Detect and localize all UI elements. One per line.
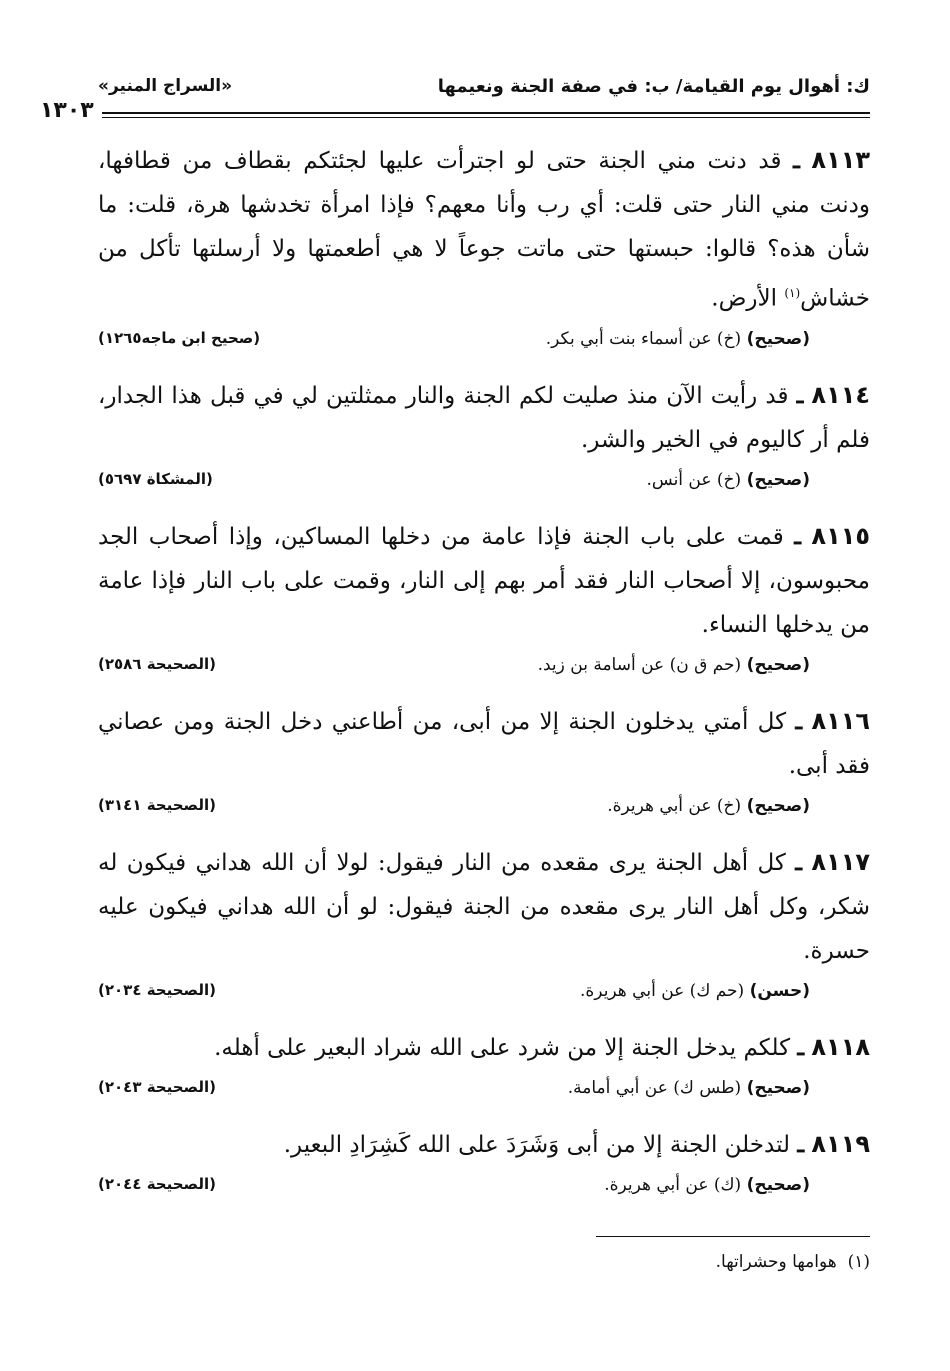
hadith-entry	[98, 1025, 870, 1112]
reference: (الصحيحة ٣١٤١)	[98, 795, 216, 814]
hadith-entry	[98, 699, 870, 830]
footnote	[716, 1252, 870, 1272]
hadith-body: لتدخلن الجنة إلا من أبى وَشَرَدَ على الله كَشِرَادِ البعير.	[283, 1131, 791, 1158]
source-line	[98, 981, 870, 1015]
header-rule	[102, 112, 870, 118]
page-header	[40, 72, 870, 124]
footnote-text: هوامها وحشراتها.	[715, 1252, 837, 1272]
grade: (صحيح)	[746, 1077, 810, 1098]
hadith-body: قد رأيت الآن منذ صليت لكم الجنة والنار ممثلتين لي في قبل هذا الجدار، فلم أر كاليوم في الخير والشر.	[98, 382, 870, 453]
hadith-number: ٨١١٣	[811, 146, 871, 174]
source-line	[98, 796, 870, 830]
narrator-source: (خ) عن أنس.	[646, 469, 742, 490]
narrator-source: (خ) عن أبي هريرة.	[607, 795, 742, 816]
narrator-source: (حم ك) عن أبي هريرة.	[580, 980, 745, 1001]
hadith-number: ٨١١٥	[811, 521, 871, 550]
narrator-source: (طس ك) عن أبي أمامة.	[567, 1077, 742, 1098]
reference: (المشكاة ٥٦٩٧)	[98, 469, 213, 488]
source-line	[98, 470, 870, 504]
footnote-marker: (١)	[784, 286, 801, 300]
reference: (الصحيحة ٢٠٤٤)	[98, 1174, 216, 1193]
hadith-list	[98, 138, 870, 1219]
narrator-source: (ك) عن أبي هريرة.	[604, 1174, 742, 1195]
grade: (صحيح)	[746, 328, 810, 349]
hadith-body-end: الأرض.	[711, 285, 785, 312]
hadith-entry	[98, 514, 870, 689]
hadith-body: كلكم يدخل الجنة إلا من شرد على الله شراد البعير على أهله.	[214, 1034, 791, 1061]
reference: (الصحيحة ٢٠٤٣)	[98, 1077, 216, 1096]
hadith-body: كل أهل الجنة يرى مقعده من النار فيقول: لولا أن الله هداني فيكون له شكر، وكل أهل النار يرى مقعده من الجنة فيقول: لو أن الله هداني فيكون عليه حسرة.	[98, 849, 870, 964]
hadith-text: ٨١١٤ ـ قد رأيت الآن منذ صليت لكم الجنة والنار ممثلتين لي في قبل هذا الجدار، فلم أر كاليوم في الخير والشر.	[98, 380, 871, 453]
grade: (صحيح)	[746, 795, 810, 816]
hadith-number: ٨١١٩	[811, 1129, 870, 1158]
source-line	[98, 1175, 870, 1209]
grade: (صحيح)	[746, 469, 810, 490]
hadith-body: كل أمتي يدخلون الجنة إلا من أبى، من أطاعني دخل الجنة ومن عصاني فقد أبى.	[98, 708, 870, 779]
hadith-text: ٨١١٥ ـ قمت على باب الجنة فإذا عامة من دخلها المساكين، وإذا أصحاب الجد محبوسون، إلا أصحاب النار فقد أمر بهم إلى النار، وقمت على باب النار فإذا عامة من يدخلها النساء.	[98, 521, 871, 638]
hadith-entry	[98, 373, 870, 504]
hadith-text: ٨١١٦ ـ كل أمتي يدخلون الجنة إلا من أبى، من أطاعني دخل الجنة ومن عصاني فقد أبى.	[98, 706, 871, 779]
hadith-entry	[98, 840, 870, 1015]
hadith-number: ٨١١٤	[811, 380, 871, 409]
footnote-number: (١)	[847, 1252, 870, 1272]
hadith-text: ٨١١٣ ـ قد دنت مني الجنة حتى لو اجترأت عليها لجئتكم بقطاف من قطافها، ودنت مني النار حتى قلت: أي رب وأنا معهم؟ فإذا امرأة تخدشها هرة، قلت: ما شأن هذه؟ قالوا: حبستها حتى ماتت جوعاً لا هي أطعمتها ولا أرسلتها تأكل من خشاش$^{(١)}$ الأرض.	[98, 146, 871, 312]
grade: (صحيح)	[746, 654, 810, 675]
grading	[538, 655, 810, 675]
narrator-source: (حم ق ن) عن أسامة بن زيد.	[537, 654, 742, 675]
hadith-text: ٨١١٩ ـ لتدخلن الجنة إلا من أبى وَشَرَدَ على الله كَشِرَادِ البعير.	[283, 1129, 870, 1158]
hadith-text: ٨١١٨ ـ كلكم يدخل الجنة إلا من شرد على الله شراد البعير على أهله.	[214, 1032, 870, 1061]
hadith-number: ٨١١٦	[811, 706, 871, 735]
grading	[604, 1175, 810, 1195]
source-line	[98, 329, 870, 363]
hadith-body: قمت على باب الجنة فإذا عامة من دخلها المساكين، وإذا أصحاب الجد محبوسون، إلا أصحاب النار فقد أمر بهم إلى النار، وقمت على باب النار فإذا عامة من يدخلها النساء.	[98, 523, 870, 638]
running-title: ك: أهوال يوم القيامة/ ب: في صفة الجنة ونعيمها	[437, 76, 870, 97]
reference: (الصحيحة ٢٠٣٤)	[98, 980, 216, 999]
reference: (الصحيحة ٢٥٨٦)	[98, 654, 216, 673]
page-number: ١٣٠٣	[40, 98, 94, 123]
book-title: «السراج المنير»	[98, 76, 233, 96]
hadith-number: ٨١١٨	[811, 1032, 870, 1061]
reference: (صحيح ابن ماجه١٢٦٥)	[98, 328, 261, 347]
hadith-number: ٨١١٧	[811, 847, 870, 876]
grading	[580, 981, 810, 1001]
narrator-source: (خ) عن أسماء بنت أبي بكر.	[545, 328, 742, 349]
hadith-text: ٨١١٧ ـ كل أهل الجنة يرى مقعده من النار فيقول: لولا أن الله هداني فيكون له شكر، وكل أهل النار يرى مقعده من الجنة فيقول: لو أن الله هداني فيكون عليه حسرة.	[98, 847, 870, 964]
grading	[546, 329, 810, 349]
grading	[607, 796, 810, 816]
grade: (صحيح)	[746, 1174, 810, 1195]
source-line	[98, 1078, 870, 1112]
hadith-body: قد دنت مني الجنة حتى لو اجترأت عليها لجئتكم بقطاف من قطافها، ودنت مني النار حتى قلت: أي رب وأنا معهم؟ فإذا امرأة تخدشها هرة، قلت: ما شأن هذه؟ قالوا: حبستها حتى ماتت جوعاً لا هي أطعمتها ولا أرسلتها تأكل من خشاش	[98, 148, 870, 312]
source-line	[98, 655, 870, 689]
hadith-entry	[98, 1122, 870, 1209]
grading	[647, 470, 811, 490]
grade: (حسن)	[749, 980, 810, 1001]
hadith-entry	[98, 138, 870, 363]
footnote-rule	[596, 1236, 870, 1237]
grading	[568, 1078, 810, 1098]
